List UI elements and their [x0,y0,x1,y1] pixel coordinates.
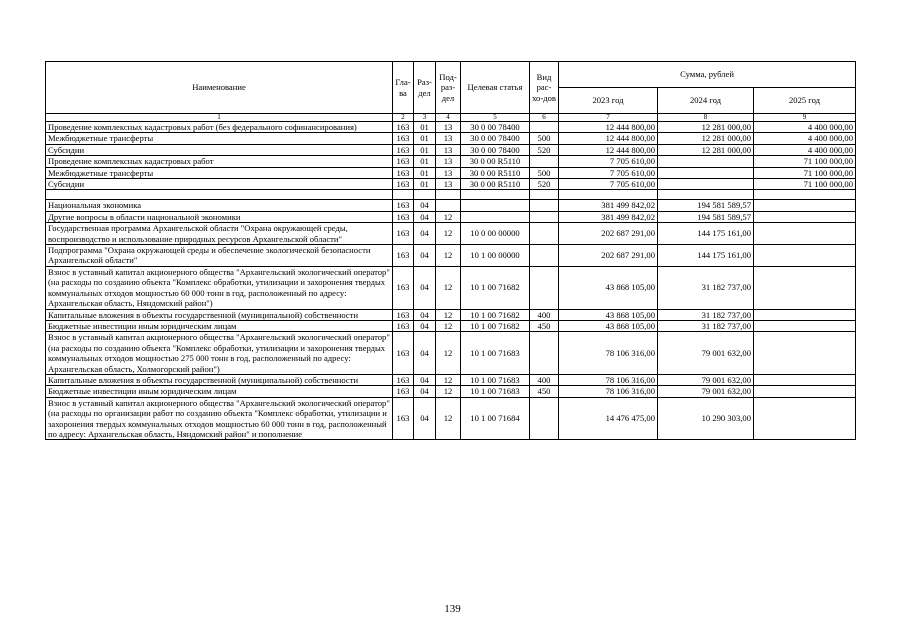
row-sum-2024: 12 281 000,00 [658,122,754,133]
row-sum-2025 [754,332,856,375]
row-sum-2024: 194 581 589,57 [658,200,754,211]
row-subsection: 13 [436,122,461,133]
row-sum-2023: 43 868 105,00 [559,309,658,320]
table-row [46,320,856,331]
row-section: 04 [414,332,436,375]
row-sum-2024 [658,179,754,190]
table-row [46,374,856,385]
row-subsection: 12 [436,397,461,440]
row-chapter: 163 [393,309,414,320]
row-sum-2024 [658,190,754,200]
row-chapter: 163 [393,133,414,144]
row-subsection: 12 [436,245,461,267]
row-section: 01 [414,167,436,178]
row-section: 01 [414,133,436,144]
row-target: 10 1 00 71682 [461,266,530,309]
row-sum-2024 [658,167,754,178]
row-expense-type: 450 [530,386,559,397]
table-row [46,397,856,440]
table-row [46,386,856,397]
row-sum-2025 [754,211,856,222]
column-number: 1 [46,114,393,122]
row-expense-type: 500 [530,133,559,144]
row-expense-type: 500 [530,167,559,178]
row-sum-2024: 31 182 737,00 [658,320,754,331]
row-subsection: 12 [436,309,461,320]
row-expense-type [530,211,559,222]
header-chapter: Гла-ва [393,62,414,114]
row-sum-2025: 71 100 000,00 [754,179,856,190]
row-subsection: 13 [436,167,461,178]
row-sum-2023: 7 705 610,00 [559,179,658,190]
row-subsection: 13 [436,179,461,190]
row-sum-2025 [754,397,856,440]
header-name: Наименование [46,62,393,114]
row-sum-2023: 202 687 291,00 [559,245,658,267]
row-target: 30 0 00 78400 [461,144,530,155]
row-name: Взнос в уставный капитал акционерного общества "Архангельский экологический оператор" (на расходы по созданию объекта "Комплекс обработки, утилизации и захоронения твердых коммунальных отходов мощностью 60 000 тонн в год, расположенный по адресу: Архангельская область, Няндомский район") [46,266,393,309]
row-name [46,190,393,200]
table-row [46,266,856,309]
row-target: 30 0 00 R5110 [461,167,530,178]
row-section: 04 [414,211,436,222]
row-sum-2025 [754,320,856,331]
row-sum-2024: 144 175 161,00 [658,245,754,267]
row-sum-2023: 12 444 800,00 [559,133,658,144]
row-sum-2023: 202 687 291,00 [559,223,658,245]
row-sum-2023: 78 106 316,00 [559,374,658,385]
row-name: Бюджетные инвестиции иным юридическим лицам [46,386,393,397]
row-sum-2024: 31 182 737,00 [658,309,754,320]
row-sum-2025: 71 100 000,00 [754,167,856,178]
column-number: 4 [436,114,461,122]
row-name: Подпрограмма "Охрана окружающей среды и обеспечение экологической безопасности Архангельской области" [46,245,393,267]
row-target [461,190,530,200]
row-sum-2024: 10 290 303,00 [658,397,754,440]
row-sum-2024 [658,156,754,167]
row-name: Проведение комплексных кадастровых работ [46,156,393,167]
header-section: Раз-дел [414,62,436,114]
row-name: Капитальные вложения в объекты государственной (муниципальной) собственности [46,309,393,320]
row-name: Национальная экономика [46,200,393,211]
row-name: Межбюджетные трансферты [46,133,393,144]
row-sum-2024: 79 001 632,00 [658,386,754,397]
table-row [46,122,856,133]
row-section: 04 [414,374,436,385]
row-target: 10 1 00 71682 [461,320,530,331]
row-subsection: 12 [436,320,461,331]
header-subsection: Под-раз-дел [436,62,461,114]
row-sum-2024: 79 001 632,00 [658,374,754,385]
row-sum-2023: 43 868 105,00 [559,320,658,331]
row-sum-2025: 4 400 000,00 [754,122,856,133]
header-sum: Сумма, рублей [559,62,856,88]
row-name: Субсидии [46,179,393,190]
row-sum-2025: 4 400 000,00 [754,133,856,144]
table-row [46,156,856,167]
row-target: 10 1 00 71683 [461,386,530,397]
table-row [46,223,856,245]
row-sum-2025 [754,309,856,320]
row-chapter: 163 [393,223,414,245]
row-sum-2024: 12 281 000,00 [658,144,754,155]
column-number: 3 [414,114,436,122]
row-expense-type [530,122,559,133]
column-number: 2 [393,114,414,122]
row-name: Межбюджетные трансферты [46,167,393,178]
row-section: 01 [414,179,436,190]
row-section: 04 [414,320,436,331]
table-row [46,179,856,190]
row-name: Проведение комплексных кадастровых работ (без федерального софинансирования) [46,122,393,133]
row-expense-type [530,245,559,267]
row-subsection: 12 [436,374,461,385]
row-chapter: 163 [393,397,414,440]
table-row [46,309,856,320]
row-expense-type: 400 [530,309,559,320]
row-sum-2025 [754,374,856,385]
row-target: 30 0 00 78400 [461,122,530,133]
row-sum-2025 [754,200,856,211]
row-subsection: 13 [436,133,461,144]
table-row [46,200,856,211]
row-expense-type [530,266,559,309]
header-year-2025: 2025 год [754,88,856,114]
row-subsection: 12 [436,223,461,245]
row-target: 10 0 00 00000 [461,223,530,245]
table-row [46,211,856,222]
row-chapter: 163 [393,144,414,155]
column-number: 6 [530,114,559,122]
row-chapter: 163 [393,156,414,167]
table-row [46,133,856,144]
row-sum-2024: 144 175 161,00 [658,223,754,245]
row-target: 10 1 00 71683 [461,332,530,375]
row-sum-2025 [754,245,856,267]
row-subsection [436,190,461,200]
row-name: Капитальные вложения в объекты государственной (муниципальной) собственности [46,374,393,385]
row-sum-2024: 31 182 737,00 [658,266,754,309]
column-number-row [46,114,856,122]
header-expense-type: Вид рас-хо-дов [530,62,559,114]
row-chapter: 163 [393,167,414,178]
row-section: 04 [414,245,436,267]
row-section: 01 [414,156,436,167]
row-target: 10 1 00 71683 [461,374,530,385]
table-body [46,122,856,440]
row-name: Бюджетные инвестиции иным юридическим лицам [46,320,393,331]
column-number: 8 [658,114,754,122]
header-target: Целевая статья [461,62,530,114]
table-row [46,144,856,155]
row-section: 04 [414,386,436,397]
row-section: 04 [414,266,436,309]
row-chapter: 163 [393,386,414,397]
row-expense-type [530,397,559,440]
row-target: 30 0 00 R5110 [461,156,530,167]
row-sum-2023: 7 705 610,00 [559,156,658,167]
row-sum-2024: 79 001 632,00 [658,332,754,375]
row-name: Другие вопросы в области национальной экономики [46,211,393,222]
row-section: 01 [414,144,436,155]
row-chapter: 163 [393,211,414,222]
table-row [46,190,856,200]
row-expense-type [530,223,559,245]
row-target [461,211,530,222]
row-section: 04 [414,200,436,211]
column-number: 7 [559,114,658,122]
row-chapter [393,190,414,200]
row-expense-type: 450 [530,320,559,331]
row-sum-2023: 78 106 316,00 [559,332,658,375]
page-number: 139 [444,603,461,615]
row-sum-2023: 43 868 105,00 [559,266,658,309]
row-target: 10 1 00 71682 [461,309,530,320]
row-sum-2023: 14 476 475,00 [559,397,658,440]
row-chapter: 163 [393,266,414,309]
column-number: 9 [754,114,856,122]
table-row [46,332,856,375]
row-expense-type: 520 [530,144,559,155]
row-chapter: 163 [393,122,414,133]
row-sum-2023: 381 499 842,02 [559,200,658,211]
table-row [46,167,856,178]
row-name: Взнос в уставный капитал акционерного общества "Архангельский экологический оператор" (на расходы по созданию объекта "Комплекс обработки, утилизации и захоронения твердых коммунальных отходов мощностью 275 000 тонн в год, расположенный по адресу: Архангельская область, Холмогорский район") [46,332,393,375]
row-sum-2024: 194 581 589,57 [658,211,754,222]
row-sum-2024: 12 281 000,00 [658,133,754,144]
row-sum-2025 [754,266,856,309]
row-expense-type: 520 [530,179,559,190]
row-target: 10 1 00 00000 [461,245,530,267]
row-section [414,190,436,200]
row-chapter: 163 [393,200,414,211]
row-expense-type [530,332,559,375]
row-chapter: 163 [393,374,414,385]
row-section: 04 [414,309,436,320]
row-subsection: 13 [436,156,461,167]
row-subsection: 12 [436,332,461,375]
row-expense-type [530,156,559,167]
row-subsection: 13 [436,144,461,155]
row-expense-type: 400 [530,374,559,385]
budget-table [45,61,856,440]
row-section: 01 [414,122,436,133]
row-sum-2023 [559,190,658,200]
row-subsection: 12 [436,266,461,309]
row-sum-2023: 78 106 316,00 [559,386,658,397]
row-sum-2025: 4 400 000,00 [754,144,856,155]
row-target: 10 1 00 71684 [461,397,530,440]
row-sum-2023: 12 444 800,00 [559,144,658,155]
row-target: 30 0 00 78400 [461,133,530,144]
row-chapter: 163 [393,332,414,375]
row-sum-2023: 381 499 842,02 [559,211,658,222]
row-subsection [436,200,461,211]
row-chapter: 163 [393,320,414,331]
table-row [46,245,856,267]
row-sum-2023: 7 705 610,00 [559,167,658,178]
row-subsection: 12 [436,386,461,397]
row-subsection: 12 [436,211,461,222]
column-number: 5 [461,114,530,122]
row-name: Государственная программа Архангельской области "Охрана окружающей среды, воспроизводство и использование природных ресурсов Архангельской области" [46,223,393,245]
row-sum-2023: 12 444 800,00 [559,122,658,133]
header-year-2024: 2024 год [658,88,754,114]
row-sum-2025 [754,223,856,245]
row-chapter: 163 [393,245,414,267]
row-sum-2025: 71 100 000,00 [754,156,856,167]
row-name: Взнос в уставный капитал акционерного общества "Архангельский экологический оператор" (на расходы по организации работ по созданию объекта "Комплекс обработки, утилизации и захоронения твердых коммунальных отходов мощностью 60 000 тонн в год, расположенный по адресу: Архангельская область, Няндомский район" и пополнение [46,397,393,440]
row-expense-type [530,200,559,211]
row-target: 30 0 00 R5110 [461,179,530,190]
header-year-2023: 2023 год [559,88,658,114]
row-sum-2025 [754,386,856,397]
row-section: 04 [414,223,436,245]
row-target [461,200,530,211]
row-chapter: 163 [393,179,414,190]
row-section: 04 [414,397,436,440]
row-expense-type [530,190,559,200]
row-name: Субсидии [46,144,393,155]
row-sum-2025 [754,190,856,200]
